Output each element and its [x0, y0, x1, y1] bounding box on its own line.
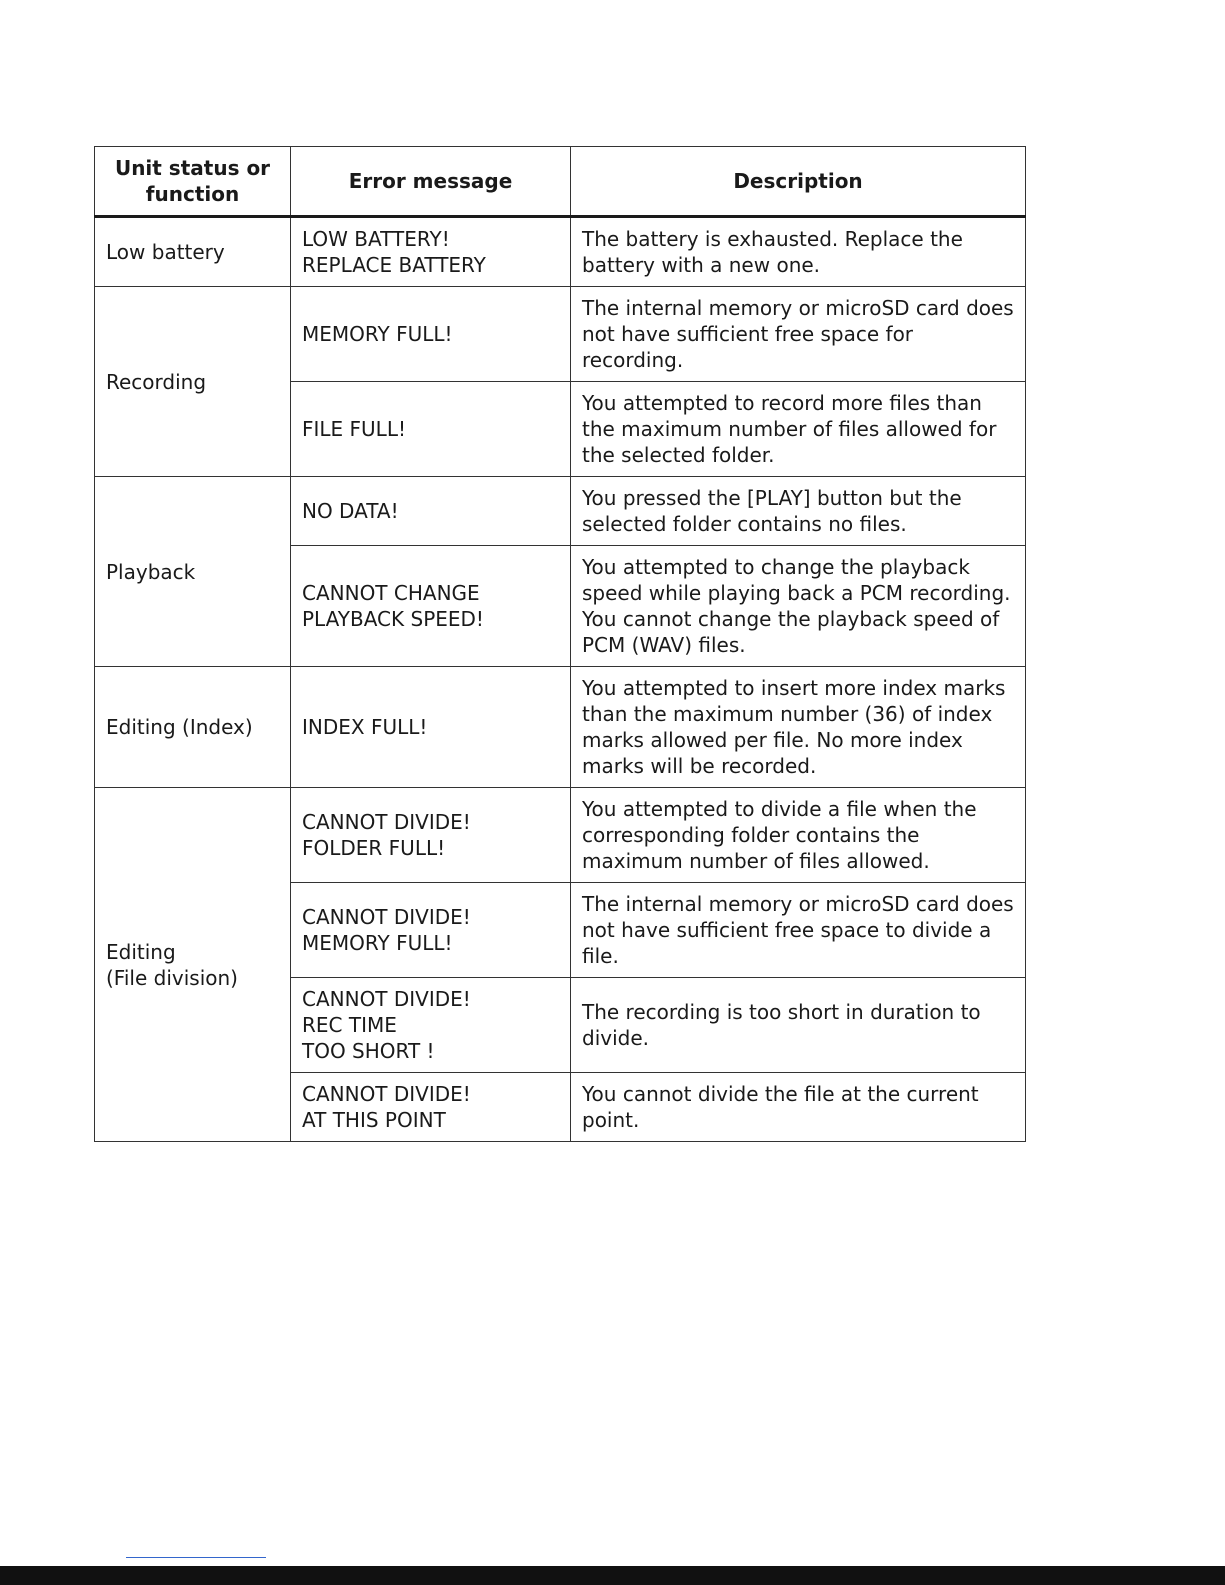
error-message-cell: CANNOT DIVIDE! MEMORY FULL! [291, 883, 571, 978]
error-message-cell: CANNOT DIVIDE! REC TIME TOO SHORT ! [291, 978, 571, 1073]
description-cell: The internal memory or microSD card does not have sufficient free space for recording. [571, 287, 1026, 382]
status-cell: Recording [95, 287, 291, 477]
footer-link-underline [126, 1557, 266, 1558]
table-row [95, 477, 1026, 546]
description-cell: You cannot divide the file at the current point. [571, 1073, 1026, 1142]
description-cell: You attempted to change the playback speed while playing back a PCM recording. You cannot change the playback speed of PCM (WAV) files. [571, 546, 1026, 667]
description-cell: You attempted to divide a file when the corresponding folder contains the maximum number of files allowed. [571, 788, 1026, 883]
header-description: Description [571, 147, 1026, 217]
status-cell: Editing (File division) [95, 788, 291, 1142]
error-message-cell: NO DATA! [291, 477, 571, 546]
error-message-cell: CANNOT DIVIDE! FOLDER FULL! [291, 788, 571, 883]
description-cell: The internal memory or microSD card does not have sufficient free space to divide a file. [571, 883, 1026, 978]
status-cell: Editing (Index) [95, 667, 291, 788]
description-cell: You attempted to record more files than the maximum number of files allowed for the selected folder. [571, 382, 1026, 477]
error-message-cell: LOW BATTERY! REPLACE BATTERY [291, 217, 571, 287]
error-message-table [94, 146, 1026, 1142]
header-error-message: Error message [291, 147, 571, 217]
table-header-row [95, 147, 1026, 217]
error-message-cell: MEMORY FULL! [291, 287, 571, 382]
description-cell: The battery is exhausted. Replace the battery with a new one. [571, 217, 1026, 287]
table-row [95, 287, 1026, 382]
page-bottom-bar [0, 1566, 1225, 1585]
error-message-cell: CANNOT CHANGE PLAYBACK SPEED! [291, 546, 571, 667]
table-row [95, 217, 1026, 287]
description-cell: You attempted to insert more index marks than the maximum number (36) of index marks allowed per file. No more index marks will be recorded. [571, 667, 1026, 788]
error-message-cell: INDEX FULL! [291, 667, 571, 788]
error-message-cell: FILE FULL! [291, 382, 571, 477]
description-cell: You pressed the [PLAY] button but the selected folder contains no files. [571, 477, 1026, 546]
table-row [95, 667, 1026, 788]
description-cell: The recording is too short in duration to divide. [571, 978, 1026, 1073]
table-row [95, 788, 1026, 883]
status-cell: Low battery [95, 217, 291, 287]
error-message-cell: CANNOT DIVIDE! AT THIS POINT [291, 1073, 571, 1142]
status-cell: Playback [95, 477, 291, 667]
header-unit-status: Unit status or function [95, 147, 291, 217]
